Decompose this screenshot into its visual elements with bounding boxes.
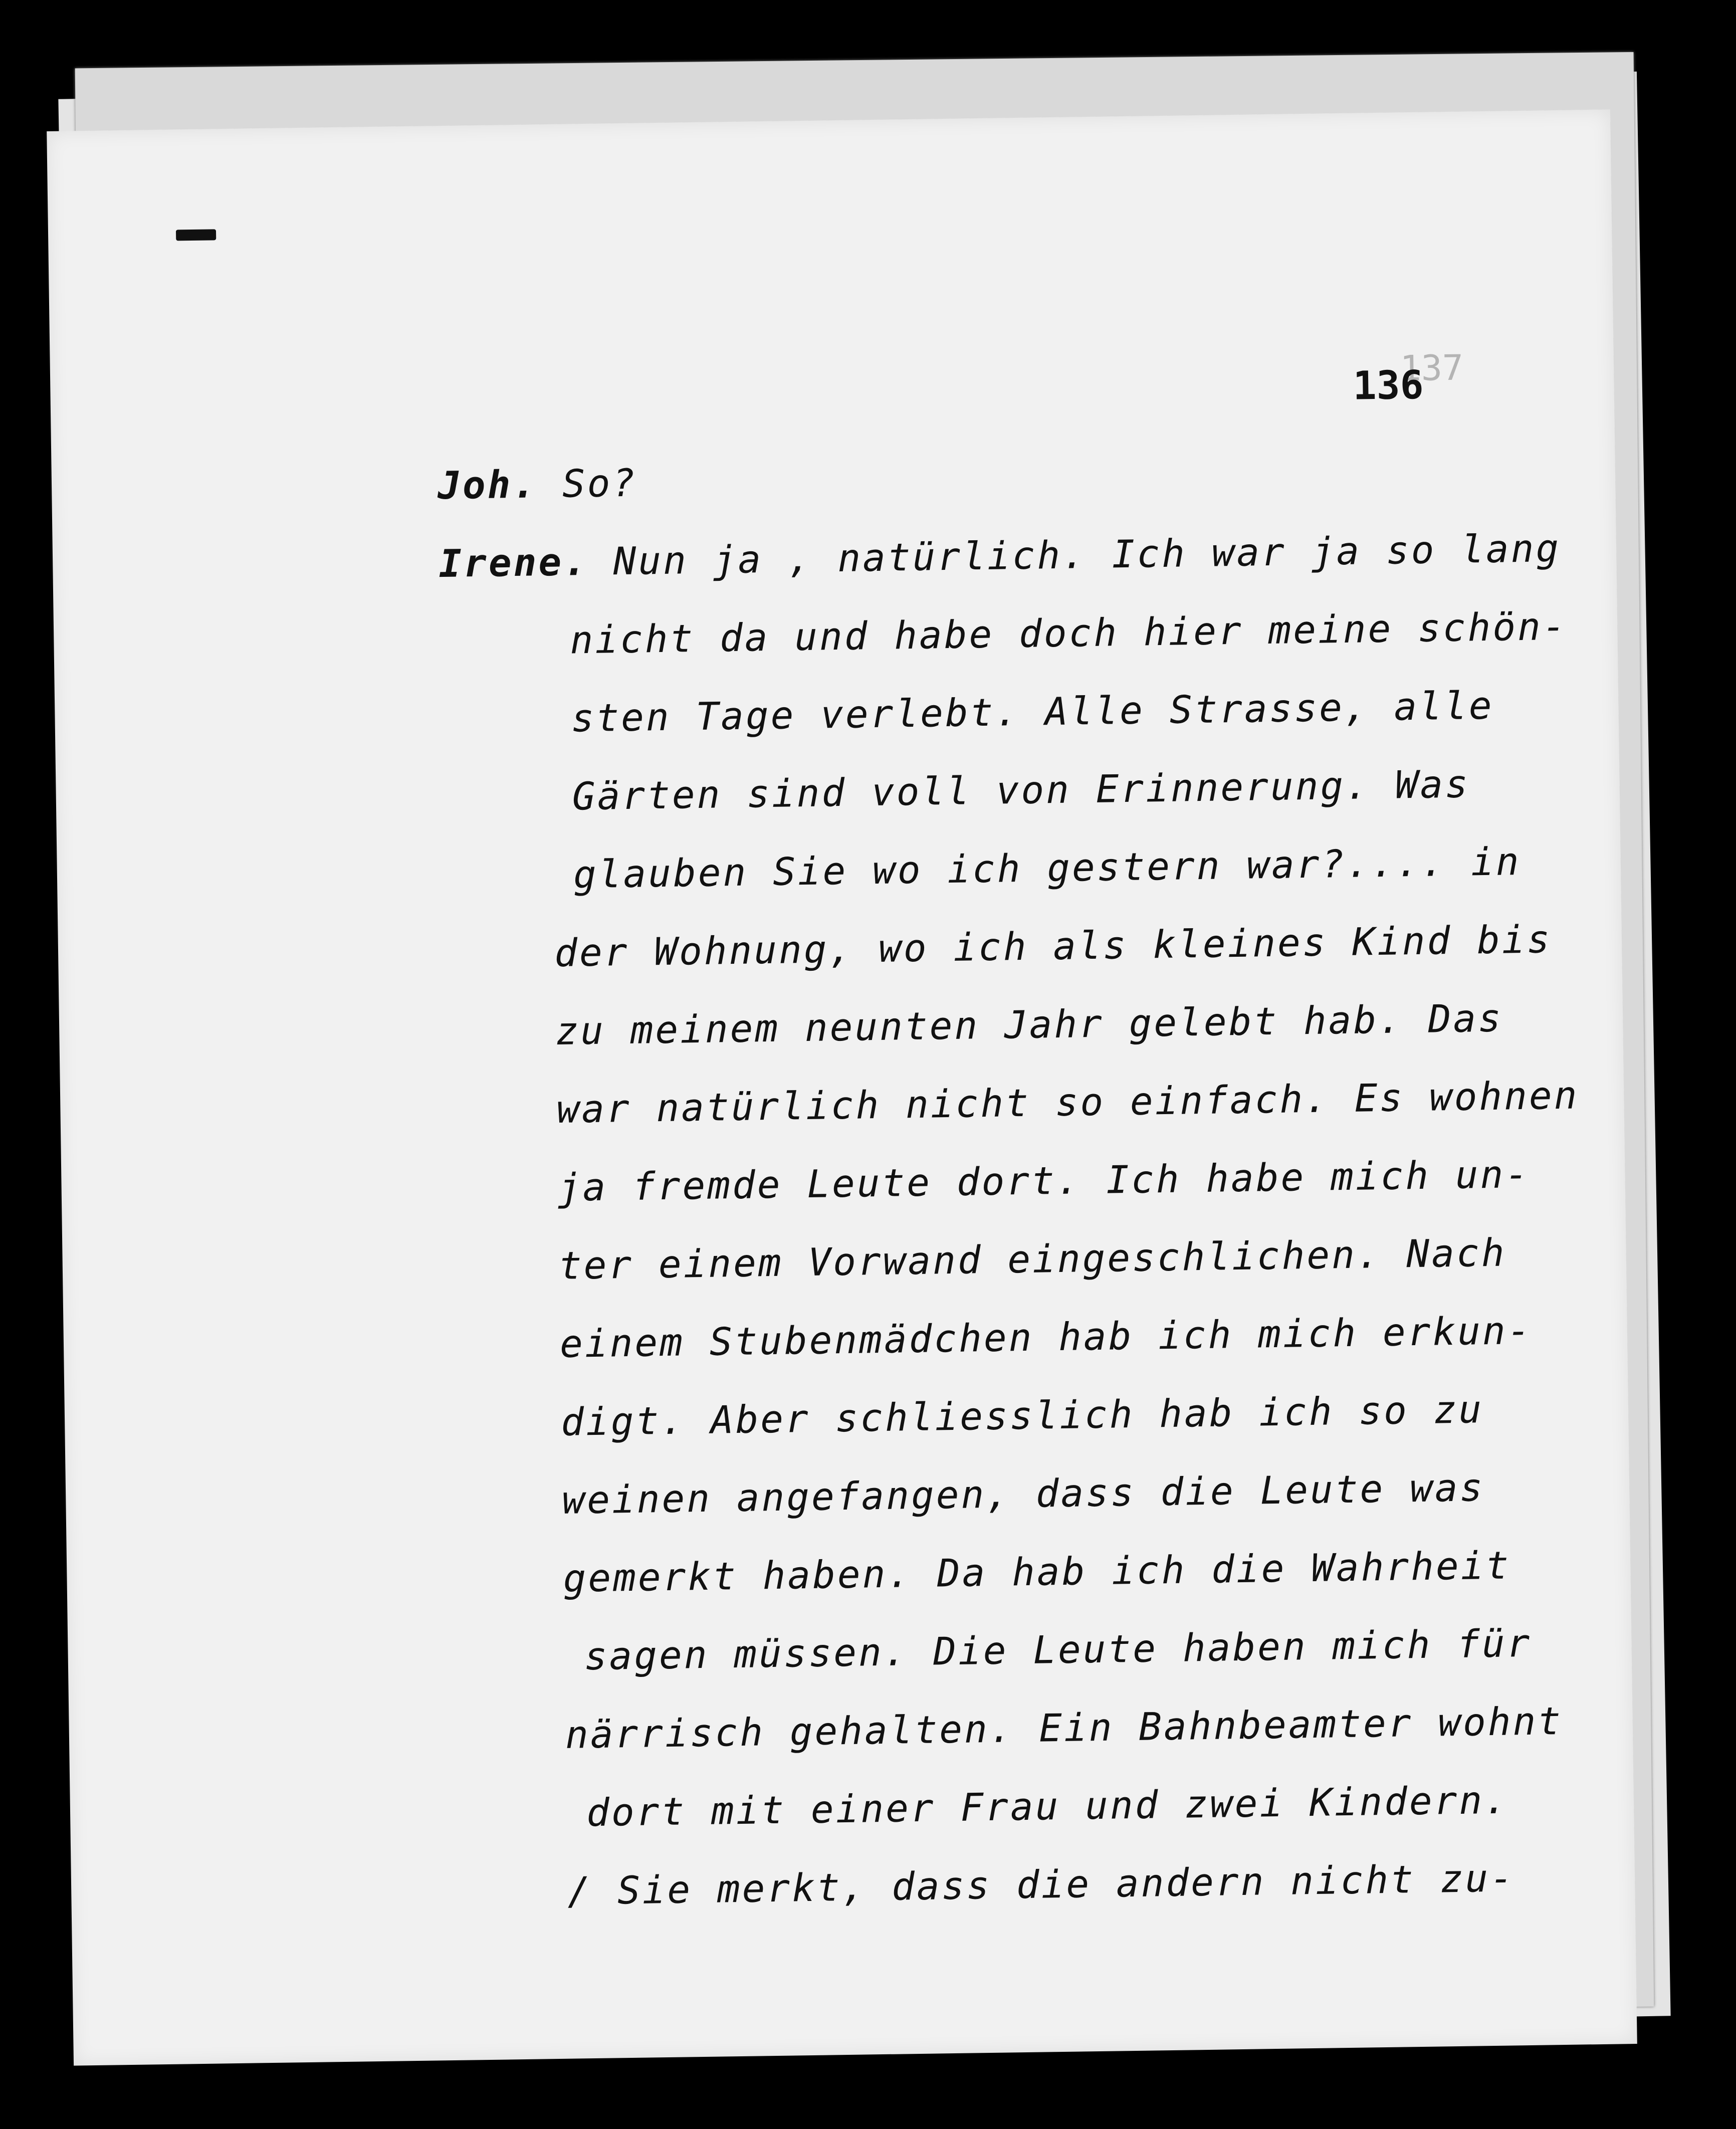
- dialogue-line: nicht da und habe doch hier meine schön-: [569, 603, 1568, 663]
- typescript-page: [47, 109, 1637, 2065]
- stage-direction: / Sie merkt, dass die andern nicht zu-: [567, 1855, 1515, 1913]
- dialogue-line: dort mit einer Frau und zwei Kindern.: [586, 1777, 1509, 1835]
- dialogue-line: war natürlich nicht so einfach. Es wohnen: [556, 1073, 1579, 1132]
- speaker-name: Joh.: [437, 462, 538, 508]
- dialogue-line: der Wohnung, wo ich als kleines Kind bis: [554, 917, 1552, 975]
- dialogue-line: Gärten sind voll von Erinnerung. Was: [572, 761, 1470, 819]
- dialogue-line: einem Stubenmädchen hab ich mich erkun-: [559, 1308, 1533, 1366]
- dialogue-line: [437, 431, 1581, 525]
- dialogue-line: zu meinem neunten Jahr gelebt hab. Das: [555, 995, 1503, 1053]
- dialogue-line: närrisch gehalten. Ein Bahnbeamter wohnt: [565, 1698, 1563, 1757]
- dialogue-text: So?: [562, 460, 637, 506]
- staple-mark: [176, 229, 216, 241]
- page-number-bleedthrough: 137: [1400, 347, 1464, 389]
- dialogue-line: glauben Sie wo ich gestern war?.... in: [573, 839, 1522, 897]
- dialogue-text: Nun ja , natürlich. Ich war ja so lang: [612, 525, 1561, 584]
- dialogue-line: ja fremde Leute dort. Ich habe mich un-: [557, 1151, 1531, 1210]
- dialogue-line: sten Tage verlebt. Alle Strasse, alle: [571, 683, 1494, 741]
- dialogue-line: weinen angefangen, dass die Leute was: [561, 1465, 1485, 1523]
- dialogue-line: gemerkt haben. Da hab ich die Wahrheit: [562, 1543, 1511, 1601]
- script-text: [437, 431, 1600, 1932]
- page-number: 136: [1353, 362, 1424, 409]
- dialogue-line: [438, 509, 1582, 603]
- dialogue-line: ter einem Vorwand eingeschlichen. Nach: [558, 1230, 1507, 1288]
- speaker-name: Irene.: [438, 539, 589, 586]
- dialogue-line: sagen müssen. Die Leute haben mich für: [584, 1620, 1532, 1679]
- dialogue-line: digt. Aber schliesslich hab ich so zu: [560, 1387, 1484, 1444]
